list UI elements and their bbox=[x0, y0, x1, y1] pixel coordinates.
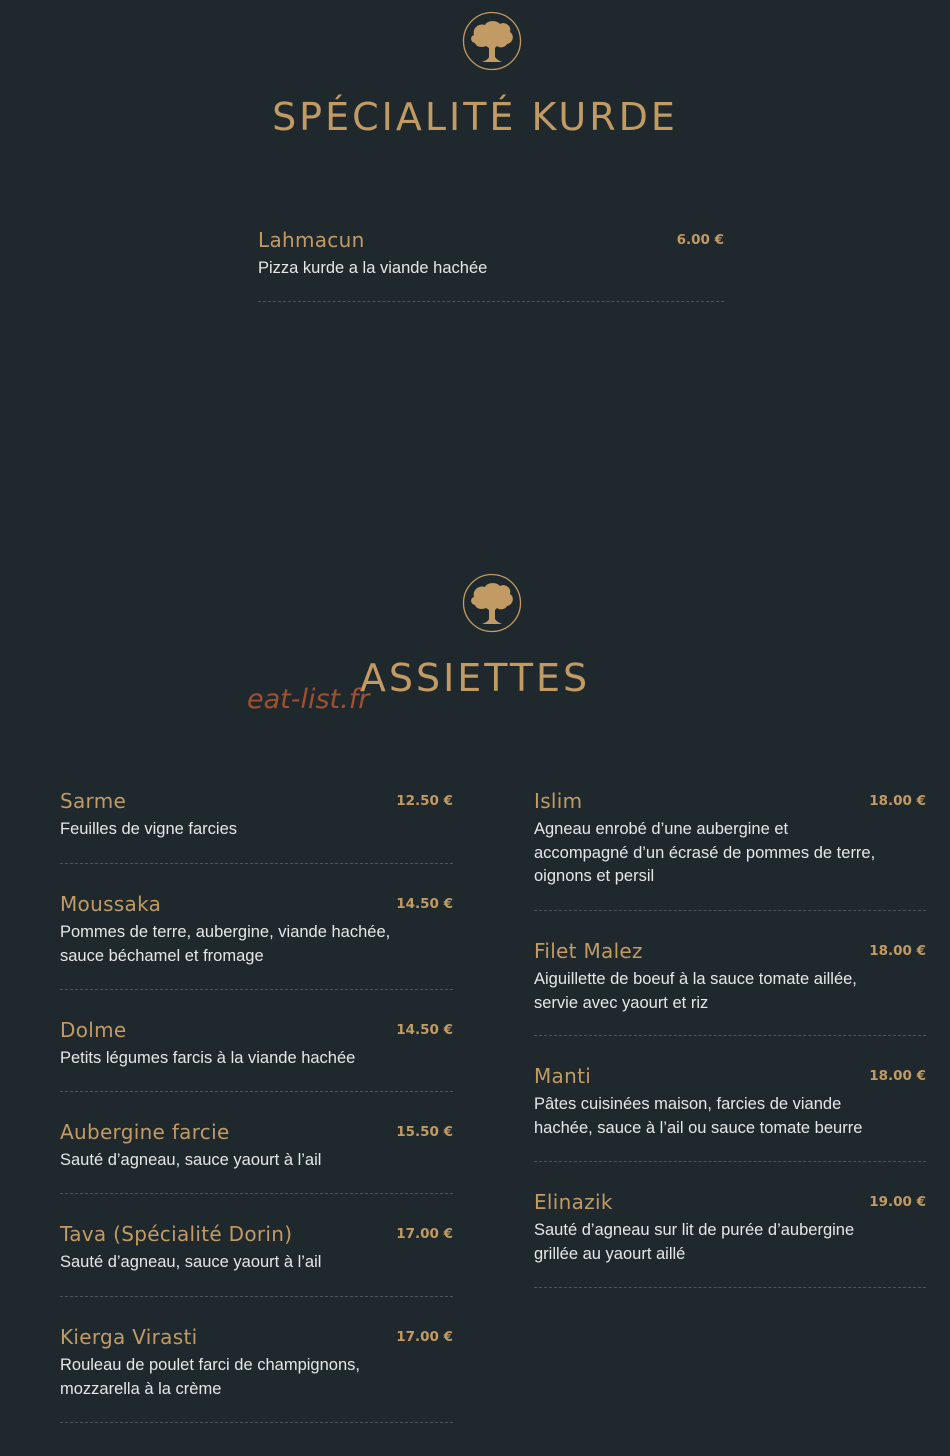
menu-item bbox=[60, 789, 453, 864]
menu-item bbox=[60, 1018, 453, 1092]
tree-logo-icon bbox=[462, 573, 522, 633]
item-price: 18.00 € bbox=[869, 1068, 926, 1084]
item-price: 18.00 € bbox=[869, 943, 926, 959]
item-description: Rouleau de poulet farci de champignons, mozzarella à la crème bbox=[60, 1356, 360, 1398]
item-name: Tava (Spécialité Dorin) bbox=[60, 1222, 293, 1246]
menu-item bbox=[534, 1190, 926, 1288]
watermark-text: eat-list.fr bbox=[247, 684, 370, 715]
item-description: Sauté d’agneau sur lit de purée d’aubergine grillée au yaourt aillé bbox=[534, 1221, 855, 1263]
item-description: Feuilles de vigne farcies bbox=[60, 820, 238, 838]
item-description: Agneau enrobé d’une aubergine et accompagné d’un écrasé de pommes de terre, oignons et persil bbox=[534, 820, 876, 885]
item-name: Elinazik bbox=[534, 1190, 613, 1214]
item-price: 17.00 € bbox=[396, 1329, 453, 1345]
item-price: 6.00 € bbox=[676, 232, 724, 248]
item-description: Pommes de terre, aubergine, viande hachée, sauce béchamel et fromage bbox=[60, 923, 391, 965]
item-name: Lahmacun bbox=[258, 228, 365, 252]
menu-item bbox=[60, 1222, 453, 1297]
item-price: 12.50 € bbox=[396, 793, 453, 809]
menu-item bbox=[534, 1064, 926, 1162]
menu-item bbox=[60, 892, 453, 990]
item-description: Sauté d’agneau, sauce yaourt à l’ail bbox=[60, 1253, 322, 1271]
item-price: 17.00 € bbox=[396, 1226, 453, 1242]
item-price: 14.50 € bbox=[396, 896, 453, 912]
menu-item bbox=[60, 1325, 453, 1423]
section-title: ASSIETTES bbox=[359, 656, 591, 700]
section-title: SPÉCIALITÉ KURDE bbox=[272, 95, 678, 139]
item-name: Filet Malez bbox=[534, 939, 643, 963]
menu-item bbox=[60, 1120, 453, 1194]
item-price: 18.00 € bbox=[869, 793, 926, 809]
item-name: Manti bbox=[534, 1064, 592, 1088]
tree-logo-icon bbox=[462, 11, 522, 71]
item-name: Islim bbox=[534, 789, 583, 813]
menu-item bbox=[534, 939, 926, 1036]
item-name: Sarme bbox=[60, 789, 127, 813]
item-description: Aiguillette de boeuf à la sauce tomate aillée, servie avec yaourt et riz bbox=[534, 970, 857, 1012]
menu-item bbox=[534, 789, 926, 911]
item-name: Kierga Virasti bbox=[60, 1325, 198, 1349]
item-name: Aubergine farcie bbox=[60, 1120, 230, 1144]
item-name: Moussaka bbox=[60, 892, 162, 916]
item-price: 19.00 € bbox=[869, 1194, 926, 1210]
menu-item bbox=[258, 228, 724, 302]
item-description: Pâtes cuisinées maison, farcies de viande hachée, sauce à l’ail ou sauce tomate beurre bbox=[534, 1095, 863, 1137]
item-description: Petits légumes farcis à la viande hachée bbox=[60, 1049, 356, 1067]
item-description: Sauté d’agneau, sauce yaourt à l’ail bbox=[60, 1151, 322, 1169]
item-name: Dolme bbox=[60, 1018, 127, 1042]
item-description: Pizza kurde a la viande hachée bbox=[258, 259, 488, 277]
item-price: 14.50 € bbox=[396, 1022, 453, 1038]
item-price: 15.50 € bbox=[396, 1124, 453, 1140]
